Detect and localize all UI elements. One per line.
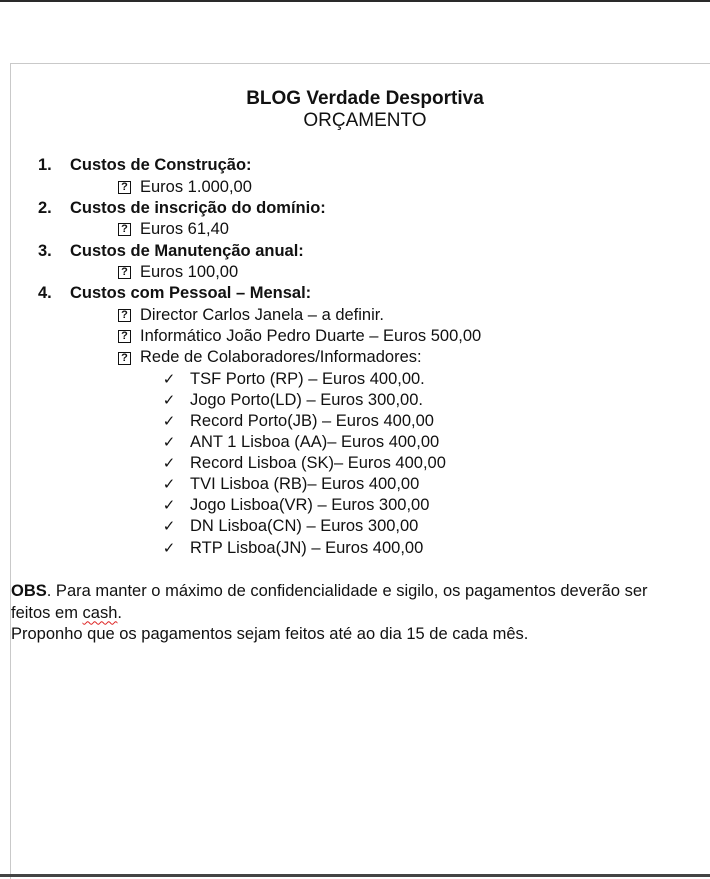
sub-list-item-text: TVI Lisboa (RB)– Euros 400,00 [190, 475, 420, 494]
list-item [0, 219, 710, 240]
list-item-text: Informático João Pedro Duarte – Euros 500,00 [140, 327, 482, 346]
obs-line [11, 603, 710, 625]
obs-line [11, 581, 710, 603]
list-item-text: Director Carlos Janela – a definir. [140, 305, 384, 324]
checkmark-icon: ✓ [162, 412, 176, 430]
list-item [0, 262, 710, 283]
section-title: Custos de Construção: [70, 156, 252, 174]
sub-list-item [0, 453, 710, 474]
top-border [0, 0, 710, 2]
checkmark-icon: ✓ [162, 434, 176, 452]
list-item [0, 177, 710, 198]
sub-list-item-text: Record Lisboa (SK)– Euros 400,00 [190, 454, 446, 473]
obs-text: . Para manter o máximo de confidencialidade e sigilo, os pagamentos deverão ser [46, 582, 648, 600]
sub-list-item-text: ANT 1 Lisboa (AA)– Euros 400,00 [190, 433, 440, 452]
sub-list-item-text: RTP Lisboa(JN) – Euros 400,00 [190, 538, 424, 557]
obs-line [11, 624, 710, 646]
missing-glyph-icon: ? [118, 181, 131, 194]
checkmark-icon: ✓ [162, 391, 176, 409]
sub-list-item [0, 411, 710, 432]
obs-text: feitos em [11, 603, 83, 622]
document-subtitle: ORÇAMENTO [303, 110, 427, 131]
sub-list-item-text: TSF Porto (RP) – Euros 400,00. [190, 369, 425, 388]
checkmark-icon: ✓ [162, 518, 176, 536]
section-number: 3. [38, 241, 52, 260]
sub-list-item [0, 390, 710, 411]
section-title: Custos com Pessoal – Mensal: [70, 284, 312, 303]
list-item-text: Euros 100,00 [140, 263, 239, 282]
missing-glyph-icon: ? [118, 266, 131, 279]
list-item-text: Euros 1.000,00 [140, 177, 252, 196]
checkmark-icon: ✓ [162, 476, 176, 494]
section-title: Custos de inscrição do domínio: [70, 198, 326, 217]
sub-list-item [0, 369, 710, 390]
section-number: 4. [38, 284, 52, 303]
section-heading [0, 155, 710, 177]
document-title: BLOG Verdade Desportiva [246, 88, 484, 109]
section-heading [0, 241, 710, 263]
section-heading [0, 283, 710, 305]
list-item [0, 305, 710, 326]
sub-list-item-text: DN Lisboa(CN) – Euros 300,00 [190, 517, 419, 536]
sub-list-item [0, 516, 710, 537]
section-number: 1. [38, 156, 52, 174]
observations-paragraph [11, 581, 710, 646]
list-item [0, 326, 710, 347]
section-heading [0, 198, 710, 220]
checkmark-icon: ✓ [162, 370, 176, 388]
missing-glyph-icon: ? [118, 223, 131, 236]
checkmark-icon: ✓ [162, 455, 176, 473]
checkmark-icon: ✓ [162, 497, 176, 515]
checkmark-icon: ✓ [162, 539, 176, 557]
sub-list-item [0, 495, 710, 516]
section-number: 2. [38, 198, 52, 217]
missing-glyph-icon: ? [118, 330, 131, 343]
list-item-text: Rede de Colaboradores/Informadores: [140, 348, 422, 367]
sub-list-item [0, 474, 710, 495]
sub-list-item [0, 538, 710, 559]
list-item-text: Euros 61,40 [140, 220, 229, 239]
obs-text: Proponho que os pagamentos sejam feitos até ao dia 15 de cada mês. [11, 625, 529, 643]
section-title: Custos de Manutenção anual: [70, 241, 304, 260]
sub-list-item [0, 432, 710, 453]
obs-label: OBS [11, 582, 47, 600]
spellcheck-underlined-word: cash [82, 603, 118, 622]
sub-list-item-text: Record Porto(JB) – Euros 400,00 [190, 411, 434, 430]
sub-list-item-text: Jogo Porto(LD) – Euros 300,00. [190, 390, 423, 409]
sub-list-item-text: Jogo Lisboa(VR) – Euros 300,00 [190, 496, 430, 515]
list-item [0, 347, 710, 368]
missing-glyph-icon: ? [118, 352, 131, 365]
budget-list [0, 155, 710, 559]
obs-text: . [117, 603, 122, 622]
missing-glyph-icon: ? [118, 309, 131, 322]
